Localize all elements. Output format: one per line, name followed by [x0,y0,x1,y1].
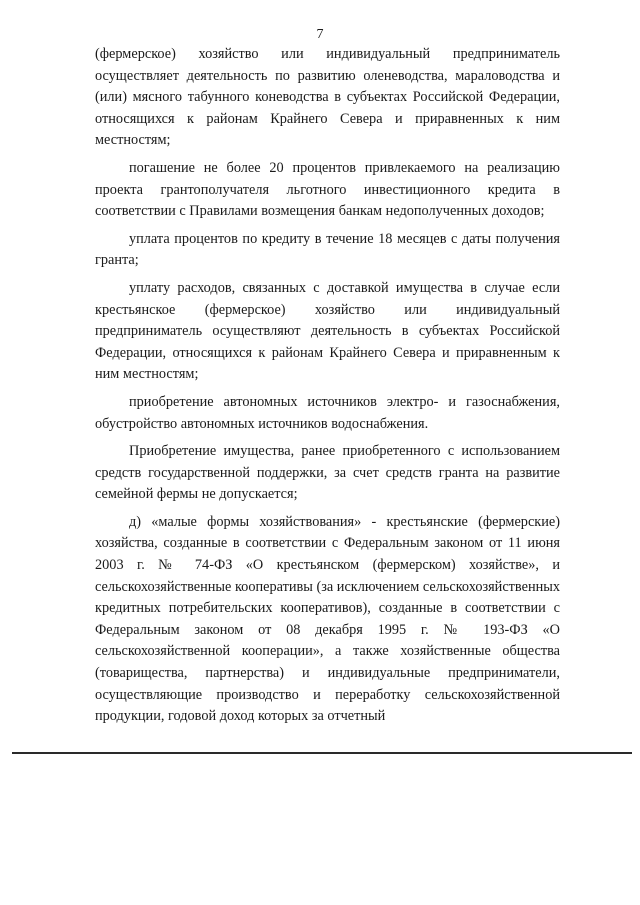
paragraph-continuation: (фермерское) хозяйство или индивидуальный предприниматель осуществляет деятельность по развитию оленеводства, мараловодства и (или) мясного табунного коневодства в субъектах Российской Федерации, относящихся к районам Крайнего Севера и приравненных к ним местностям; [95,46,560,149]
paragraph-interest-payment: уплата процентов по кредиту в течение 18 месяцев с даты получения гранта; [95,230,560,269]
page-number: 7 [316,27,324,42]
document-body [95,44,560,728]
scan-edge-line [12,752,632,754]
paragraph-loan-repayment: погашение не более 20 процентов привлекаемого на реализацию проекта грантополучателя льготного инвестиционного кредита в соответствии с Правилами возмещения банкам недополученных доходов; [95,159,560,220]
paragraph-definition-small-forms: д) «малые формы хозяйствования» - крестьянские (фермерские) хозяйства, созданные в соответствии с Федеральным законом от 11 июня 2003 г. № 74-ФЗ «О крестьянском (фермерском) хозяйстве», и сельскохозяйственные кооперативы (за исключением сельскохозяйственных кредитных потребительских кооперативов), созданные в соответствии с Федеральным законом от 08 декабря 1995 г. № 193-ФЗ «О сельскохозяйственной кооперации», а также хозяйственные общества (товарищества, партнерства) и индивидуальные предприниматели, осуществляющие производство и переработку сельскохозяйственной продукции, годовой доход которых за отчетный [95,513,560,725]
paragraph-property-restriction: Приобретение имущества, ранее приобретенного с использованием средств государственной поддержки, за счет средств гранта на развитие семейной фермы не допускается; [95,443,560,503]
paragraph-autonomous-sources: приобретение автономных источников электро- и газоснабжения, обустройство автономных источников водоснабжения. [95,393,560,432]
paragraph-delivery-costs: уплату расходов, связанных с доставкой имущества в случае если крестьянское (фермерское) хозяйство или индивидуальный предприниматель осуществляют деятельность в субъектах Российской Федерации, относящихся к районам Крайнего Севера и приравненным к ним местностям; [95,279,560,383]
